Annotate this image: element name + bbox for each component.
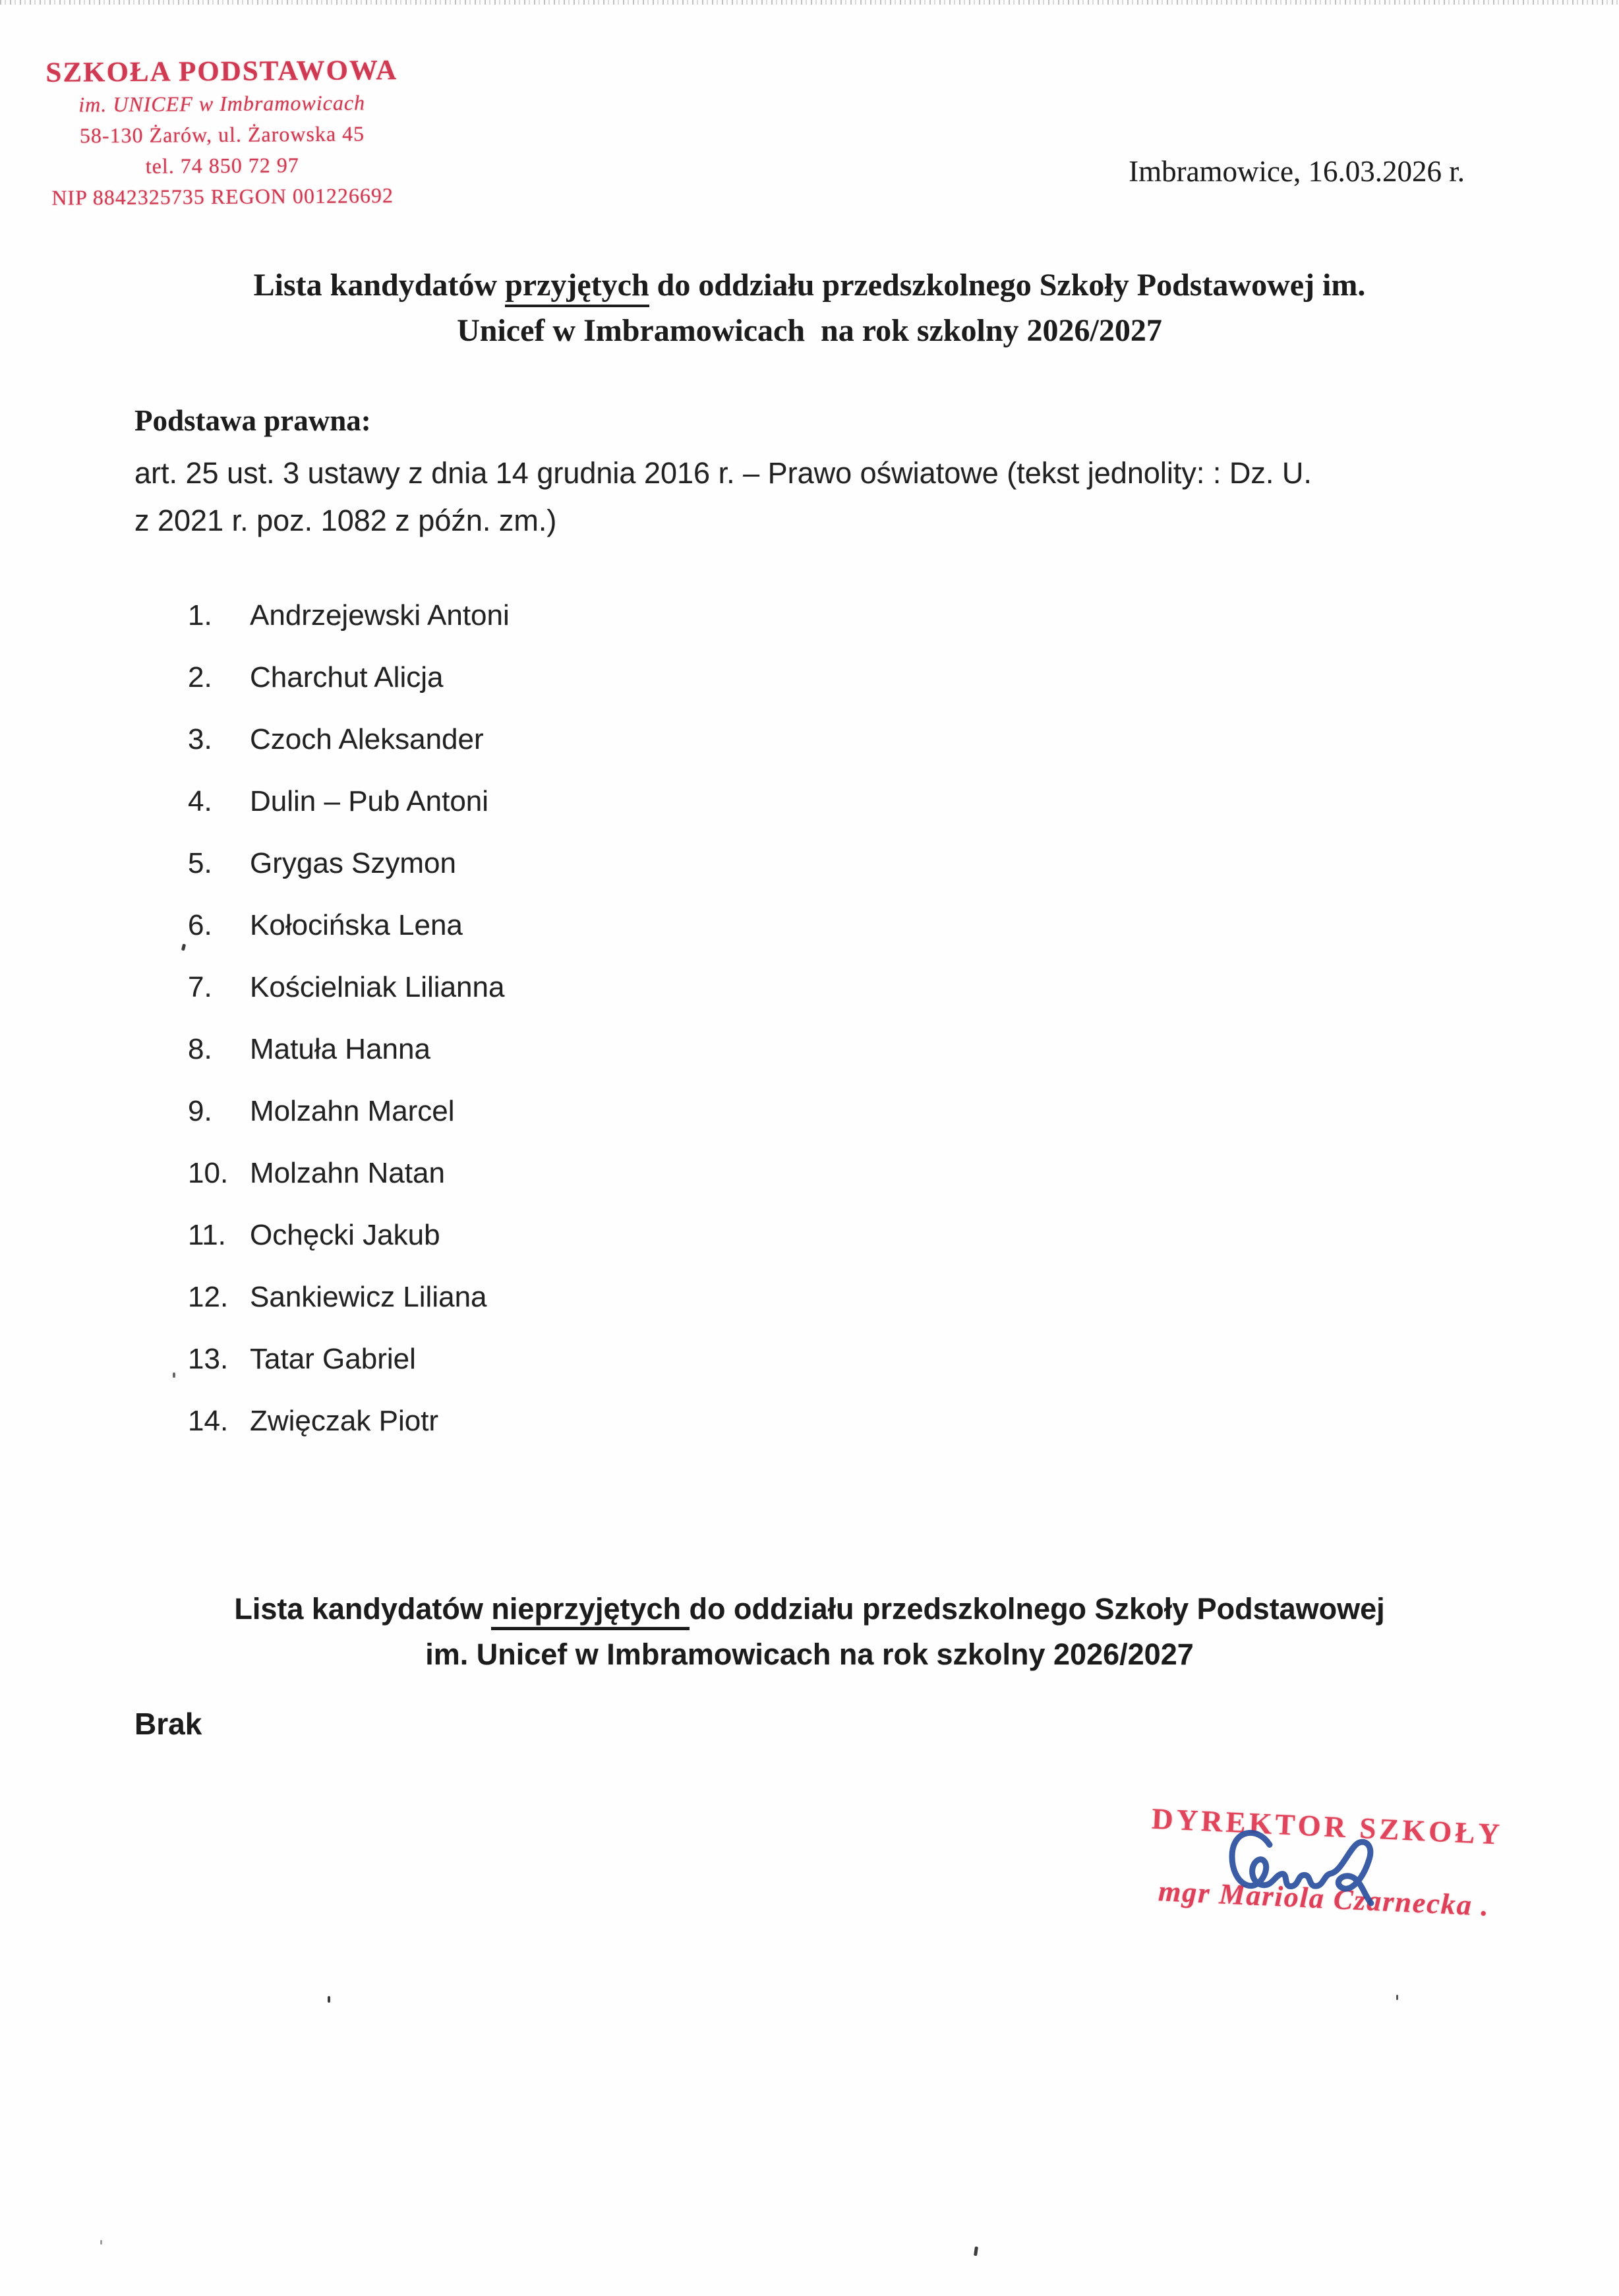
candidate-list-item xyxy=(188,599,1487,633)
legal-basis-label: Podstawa prawna: xyxy=(134,404,371,437)
accepted-title-underlined-word: przyjętych xyxy=(505,268,649,307)
candidate-list-item xyxy=(188,784,1487,819)
scan-speck xyxy=(181,944,186,951)
legal-basis-section xyxy=(134,403,1487,545)
school-stamp-name: SZKOŁA PODSTAWOWA xyxy=(45,55,398,88)
candidate-name: Molzahn Natan xyxy=(250,1157,445,1189)
scan-speck xyxy=(974,2247,978,2256)
candidate-number: 13. xyxy=(188,1343,229,1375)
candidate-list-item xyxy=(188,1280,1487,1314)
school-header-stamp xyxy=(34,54,411,214)
director-stamp-title: DYREKTOR SZKOŁY xyxy=(1151,1802,1504,1851)
candidate-number: 2. xyxy=(188,661,212,693)
scan-edge-artifact xyxy=(0,0,1619,5)
candidate-name: Sankiewicz Liliana xyxy=(250,1281,487,1313)
school-stamp-phone: tel. 74 850 72 97 xyxy=(145,153,299,178)
candidate-name: Tatar Gabriel xyxy=(250,1343,416,1375)
scan-speck xyxy=(100,2240,102,2245)
candidate-number: 5. xyxy=(188,847,212,879)
candidate-number: 7. xyxy=(188,971,212,1003)
candidate-list-item xyxy=(188,1032,1487,1067)
school-stamp-address: 58-130 Żarów, ul. Żarowska 45 xyxy=(79,121,365,148)
school-stamp-nip-regon: NIP 8842325735 REGON 001226692 xyxy=(51,183,394,210)
candidate-number: 4. xyxy=(188,785,212,817)
candidate-list-item xyxy=(188,908,1487,943)
candidate-number: 12. xyxy=(188,1281,229,1313)
candidate-name: Czoch Aleksander xyxy=(250,723,484,755)
director-stamp-name xyxy=(1139,1873,1510,1924)
candidate-list-item xyxy=(188,1218,1487,1252)
candidate-name: Molzahn Marcel xyxy=(250,1095,455,1127)
candidate-name: Grygas Szymon xyxy=(250,847,456,879)
place-date: Imbramowice, 16.03.2026 r. xyxy=(1129,155,1465,188)
candidate-list-item xyxy=(188,1094,1487,1129)
candidate-number: 8. xyxy=(188,1033,212,1065)
stamp-trailing-dot: . xyxy=(1480,1889,1490,1922)
accepted-candidates-list xyxy=(188,599,1487,1466)
candidate-list-item xyxy=(188,1156,1487,1191)
candidate-list-item xyxy=(188,1404,1487,1438)
rejected-list-title xyxy=(152,1586,1467,1677)
accepted-title-line1 xyxy=(158,262,1461,308)
school-stamp-patron: im. UNICEF w Imbramowicach xyxy=(78,90,366,117)
candidate-number: 9. xyxy=(188,1095,212,1127)
rejected-empty-label: Brak xyxy=(134,1707,202,1741)
candidate-number: 11. xyxy=(188,1219,226,1251)
candidate-name: Charchut Alicja xyxy=(250,661,444,693)
candidate-number: 6. xyxy=(188,909,212,941)
candidate-list-item xyxy=(188,661,1487,695)
scan-speck xyxy=(173,1372,175,1378)
candidate-number: 3. xyxy=(188,723,212,755)
accepted-list-title xyxy=(158,262,1461,353)
candidate-name: Dulin – Pub Antoni xyxy=(250,785,489,817)
legal-basis-text-line1: art. 25 ust. 3 ustawy z dnia 14 grudnia 2016 r. – Prawo oświatowe (tekst jednolity: : Dz. U. xyxy=(134,456,1312,490)
rejected-title-line2: im. Unicef w Imbramowicach na rok szkolny 2026/2027 xyxy=(425,1637,1194,1671)
director-signature-stamp xyxy=(1139,1801,1513,1924)
scan-speck xyxy=(328,1996,330,2003)
candidate-list-item xyxy=(188,722,1487,757)
accepted-title-pre: Lista kandydatów xyxy=(253,268,506,303)
director-name-text: mgr Mariola Czarnecka xyxy=(1158,1875,1474,1922)
legal-basis-text-line2: z 2021 r. poz. 1082 z późn. zm.) xyxy=(134,504,557,537)
candidate-list-item xyxy=(188,970,1487,1005)
candidate-name: Zwięczak Piotr xyxy=(250,1405,439,1437)
candidate-number: 1. xyxy=(188,599,212,632)
candidate-name: Andrzejewski Antoni xyxy=(250,599,510,632)
candidate-list-item xyxy=(188,846,1487,881)
candidate-name: Kościelniak Lilianna xyxy=(250,971,505,1003)
scan-speck xyxy=(1396,1995,1398,2000)
candidate-number: 14. xyxy=(188,1405,229,1437)
accepted-title-post: do oddziału przedszkolnego Szkoły Podstawowej im. xyxy=(649,268,1366,303)
candidate-name: Kołocińska Lena xyxy=(250,909,463,941)
accepted-title-line2: Unicef w Imbramowicach na rok szkolny 2026/2027 xyxy=(457,313,1162,348)
candidate-number: 10. xyxy=(188,1157,229,1189)
candidate-list-item xyxy=(188,1342,1487,1376)
rejected-title-line1 xyxy=(152,1586,1467,1632)
rejected-title-pre: Lista kandydatów xyxy=(234,1592,492,1626)
candidate-name: Ochęcki Jakub xyxy=(250,1219,440,1251)
rejected-title-post: do oddziału przedszkolnego Szkoły Podstawowej xyxy=(689,1592,1385,1626)
rejected-title-underlined-word: nieprzyjętych xyxy=(491,1593,689,1630)
candidate-name: Matuła Hanna xyxy=(250,1033,430,1065)
